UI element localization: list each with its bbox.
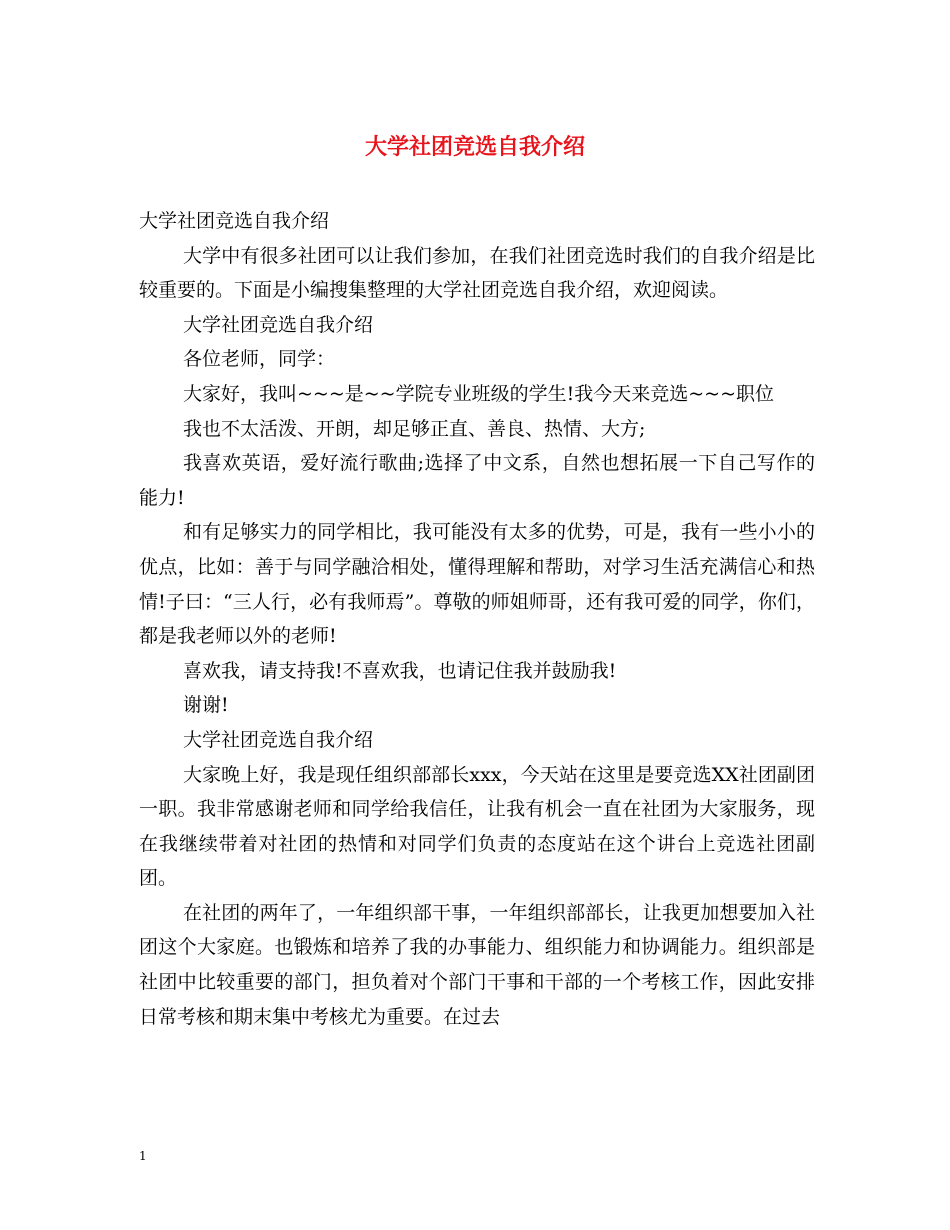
paragraph-9: 喜欢我，请支持我!不喜欢我，也请记住我并鼓励我! (183, 659, 617, 682)
paragraph-8: 和有足够实力的同学相比，我可能没有太多的优势，可是，我有一些小小的优点，比如：善于与同学融洽相处，懂得理解和帮助，对学习生活充满信心和热情!子曰：“三人行，必有我师焉”。尊敬的师姐师哥，还有我可爱的同学，你们，都是我老师以外的老师! (139, 521, 815, 648)
document-title: 大学社团竞选自我介绍 (364, 134, 585, 160)
paragraph-5: 大家好，我叫~~~是~~学院专业班级的学生!我今天来竞选~~~职位 (183, 382, 774, 405)
paragraph-7: 我喜欢英语，爱好流行歌曲;选择了中文系，自然也想拓展一下自己写作的能力! (139, 452, 815, 509)
paragraph-13: 在社团的两年了，一年组织部干事，一年组织部部长，让我更加想要加入社团这个大家庭。也锻炼和培养了我的办事能力、组织能力和协调能力。组织部是社团中比较重要的部门，担负着对个部门干事和干部的一个考核工作，因此安排日常考核和期末集中考核尤为重要。在过去 (139, 901, 815, 1028)
paragraph-2: 大学中有很多社团可以让我们参加，在我们社团竞选时我们的自我介绍是比较重要的。下面是小编搜集整理的大学社团竞选自我介绍，欢迎阅读。 (139, 244, 815, 302)
document-body (139, 204, 815, 1034)
page-number: 1 (139, 1149, 147, 1163)
paragraph-3: 大学社团竞选自我介绍 (183, 313, 374, 336)
paragraph-6: 我也不太活泼、开朗，却足够正直、善良、热情、大方; (183, 417, 646, 440)
paragraph-1: 大学社团竞选自我介绍 (139, 210, 330, 232)
paragraph-10: 谢谢! (183, 694, 229, 717)
paragraph-4: 各位老师，同学： (183, 348, 336, 371)
paragraph-12: 大家晚上好，我是现任组织部部长xxx，今天站在这里是要竞选XX社团副团一职。我非常感谢老师和同学给我信任，让我有机会一直在社团为大家服务，现在我继续带着对社团的热情和对同学们负责的态度站在这个讲台上竞选社团副团。 (139, 763, 815, 890)
paragraph-11: 大学社团竞选自我介绍 (183, 728, 374, 751)
